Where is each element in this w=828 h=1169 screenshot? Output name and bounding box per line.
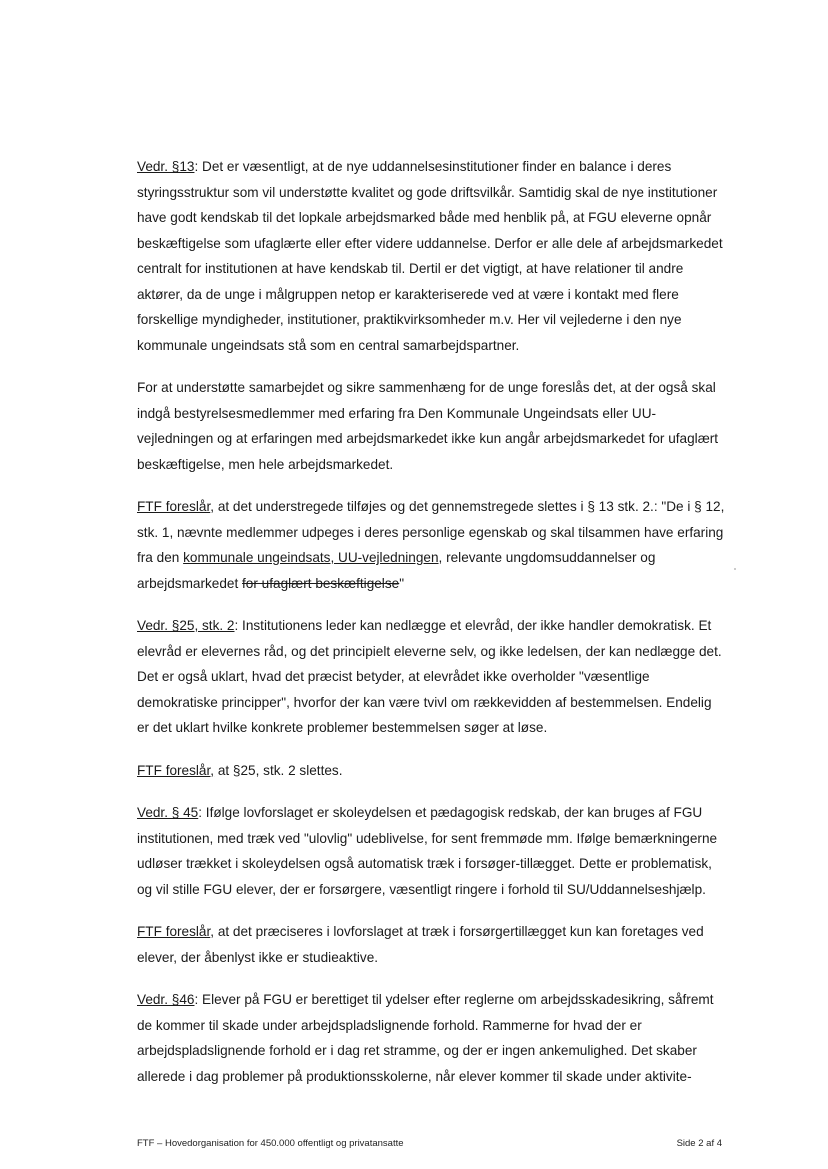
page-number: Side 2 af 4 bbox=[676, 1138, 722, 1149]
paragraph-25 bbox=[137, 613, 727, 741]
paragraph-text: , relevante ungdomsuddannelser og arbejdsmarkedet bbox=[137, 550, 656, 591]
paragraph-text: at §25, stk. 2 slettes. bbox=[214, 762, 343, 778]
section-lead: FTF foreslår bbox=[137, 499, 211, 514]
paragraph-support bbox=[137, 375, 727, 477]
footer-organisation: FTF – Hovedorganisation for 450.000 offentligt og privatansatte bbox=[137, 1138, 404, 1149]
section-lead: FTF foreslår, bbox=[137, 762, 215, 778]
paragraph-proposal-45 bbox=[137, 919, 727, 970]
paragraph-text: : Elever på FGU er berettiget til ydelser efter reglerne om arbejdsskadesikring, såfremt de kommer til skade under arbejdspladslignende forhold. Rammerne for hvad der er arbejdspladslignende forhold er i dag ret stramme, og der er ingen ankemulighed. Det skaber allerede i dag problemer på produktionsskolerne, når elever kommer til skade under aktivite- bbox=[137, 992, 714, 1084]
paragraph-text: " bbox=[399, 575, 405, 591]
page-footer bbox=[137, 1138, 722, 1149]
paragraph-45 bbox=[137, 800, 727, 902]
section-lead: Vedr. §25, stk. 2 bbox=[137, 618, 235, 633]
section-lead: Vedr. § 45 bbox=[137, 805, 199, 820]
paragraph-46 bbox=[137, 987, 727, 1089]
paragraph-proposal-13 bbox=[137, 494, 727, 596]
paragraph-proposal-25 bbox=[137, 758, 727, 784]
paragraph-text: : Det er væsentligt, at de nye uddannelsesinstitutioner finder en balance i deres styringsstruktur som vil understøtte kvalitet og gode driftsvilkår. Samtidig skal de nye institutioner have godt kendskab til det lopkale arbejdsmarked både med henblik på, at FGU eleverne opnår beskæftigelse som ufaglærte eller efter videre uddannelse. Derfor er alle dele af arbejdsmarkedet centralt for institutionen at have kendskab til. Dertil er det vigtigt, at have relationer til andre aktører, da de unge i målgruppen netop er karakteriserede ved at være i kontakt med flere forskellige myndigheder, institutioner, praktikvirksomheder m.v. Her vil vejlederne i den nye kommunale ungeindsats stå som en central samarbejdspartner. bbox=[137, 159, 723, 353]
section-lead: Vedr. §13 bbox=[137, 159, 195, 174]
inserted-text: kommunale ungeindsats, UU-vejledningen bbox=[183, 550, 439, 565]
paragraph-text: : Ifølge lovforslaget er skoleydelsen et pædagogisk redskab, der kan bruges af FGU institutionen, med træk ved "ulovlig" udeblivelse, for sent fremmøde mm. Ifølge bemærkningerne udløser trækket i skoleydelsen også automatisk træk i forsøger-tillægget. Dette er problematisk, og vil stille FGU elever, der er forsørgere, væsentligt ringere i forhold til SU/Uddannelseshjælp. bbox=[137, 805, 718, 897]
scan-speck bbox=[734, 568, 736, 570]
paragraph-text: , at det præciseres i lovforslaget at træk i forsørgertillægget kun kan foretages ved elever, der åbenlyst ikke er studieaktive. bbox=[137, 924, 704, 965]
section-lead: FTF foreslår bbox=[137, 924, 211, 939]
document-body bbox=[137, 154, 727, 1106]
paragraph-text: For at understøtte samarbejdet og sikre sammenhæng for de unge foreslås det, at der også skal indgå bestyrelsesmedlemmer med erfaring fra Den Kommunale Ungeindsats eller UU-vejledningen og at erfaringen med arbejdsmarkedet ikke kun angår arbejdsmarkedet for ufaglært beskæftigelse, men hele arbejdsmarkedet. bbox=[137, 380, 719, 472]
paragraph-13 bbox=[137, 154, 727, 358]
paragraph-text: , at det understregede tilføjes og det gennemstregede slettes i § 13 stk. 2.: "De i § 12, stk. 1, nævnte medlemmer udpeges i deres personlige egenskab og skal tilsammen have erfaring fra den bbox=[137, 499, 725, 565]
deleted-text: for ufaglært beskæftigelse bbox=[242, 575, 400, 591]
section-lead: Vedr. §46 bbox=[137, 992, 195, 1007]
paragraph-text: : Institutionens leder kan nedlægge et elevråd, der ikke handler demokratisk. Et elevråd er elevernes råd, og det principielt eleverne selv, og ikke ledelsen, der kan nedlægge det. Det er også uklart, hvad det præcist betyder, at elevrådet ikke overholder "væsentlige demokratiske principper", hvorfor der kan være tvivl om rækkevidden af bestemmelsen. Endelig er det uklart hvilke konkrete problemer bestemmelsen søger at løse. bbox=[137, 618, 722, 735]
